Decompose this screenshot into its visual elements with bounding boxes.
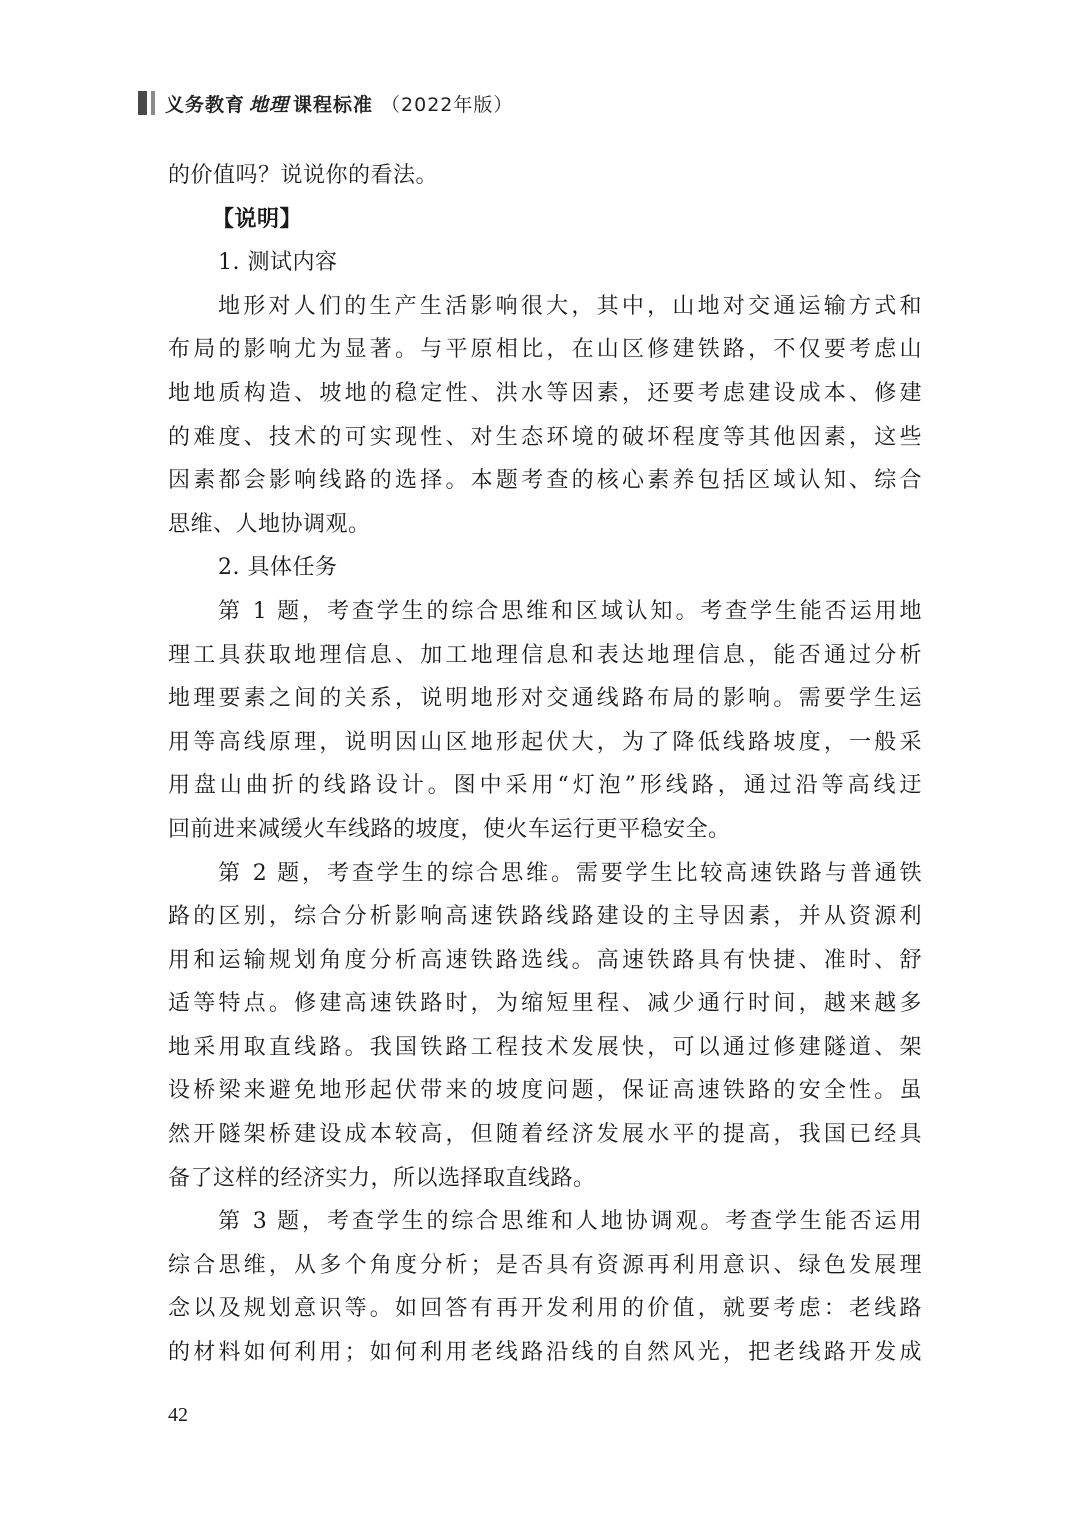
- text-line: 备了这样的经济实力，所以选择取直线路。: [168, 1165, 596, 1191]
- section-heading: 【说明】: [212, 205, 303, 232]
- text-line: 第 2 题，考查学生的综合思维。需要学生比较高速铁路与普通铁: [218, 860, 922, 886]
- text-line: 综合思维，从多个角度分析；是否具有资源再利用意识、绿色发展理: [168, 1252, 922, 1278]
- text-line: 布局的影响尤为显著。与平原相比，在山区修建铁路，不仅要考虑山: [168, 337, 922, 363]
- text-line: 路的区别，综合分析影响高速铁路线路建设的主导因素，并从资源利: [168, 904, 922, 930]
- text-line: 第 1 题，考查学生的综合思维和区域认知。考查学生能否运用地: [218, 598, 922, 624]
- subsection-heading: 1. 测试内容: [218, 250, 338, 276]
- text-line: 用等高线原理，说明因山区地形起伏大，为了降低线路坡度，一般采: [168, 729, 922, 755]
- page-body: [168, 154, 922, 1375]
- text-line: 的材料如何利用；如何利用老线路沿线的自然风光，把老线路开发成: [168, 1340, 922, 1366]
- running-header: [138, 88, 513, 118]
- book-title-subject: 地理: [249, 93, 290, 116]
- text-line: 的价值吗？说说你的看法。: [168, 163, 439, 188]
- header-bar-light: [151, 91, 155, 115]
- text-line: 然开隧架桥建设成本较高，但随着经济发展水平的提高，我国已经具: [168, 1122, 922, 1148]
- page-number: 42: [168, 1404, 188, 1426]
- text-line: 第 3 题，考查学生的综合思维和人地协调观。考查学生能否运用: [218, 1209, 922, 1235]
- header-bar-marks: [138, 91, 155, 115]
- subsection-heading: 2. 具体任务: [218, 555, 338, 581]
- text-line: 设桥梁来避免地形起伏带来的坡度问题，保证高速铁路的安全性。虽: [168, 1078, 922, 1104]
- book-title-part1: 义务教育: [165, 93, 246, 116]
- text-line: 念以及规划意识等。如回答有再开发利用的价值，就要考虑：老线路: [168, 1296, 922, 1322]
- text-line: 地形对人们的生产生活影响很大，其中，山地对交通运输方式和: [218, 293, 922, 319]
- book-title-part2: 课程标准: [293, 93, 374, 116]
- text-line: 因素都会影响线路的选择。本题考查的核心素养包括区域认知、综合: [168, 468, 922, 494]
- text-line: 用盘山曲折的线路设计。图中采用“灯泡”形线路，通过沿等高线迂: [168, 773, 922, 799]
- text-line: 思维、人地协调观。: [168, 511, 371, 537]
- text-line: 理工具获取地理信息、加工地理信息和表达地理信息，能否通过分析: [168, 642, 922, 668]
- text-line: 地采用取直线路。我国铁路工程技术发展快，可以通过修建隧道、架: [168, 1034, 922, 1060]
- book-title: [165, 90, 513, 117]
- text-line: 回前进来减缓火车线路的坡度，使火车运行更平稳安全。: [168, 816, 731, 842]
- text-line: 地理要素之间的关系，说明地形对交通线路布局的影响。需要学生运: [168, 686, 922, 712]
- header-bar-dark: [138, 91, 147, 115]
- text-line: 适等特点。修建高速铁路时，为缩短里程、减少通行时间，越来越多: [168, 991, 922, 1017]
- book-edition: （2022年版）: [381, 93, 514, 116]
- text-line: 地地质构造、坡地的稳定性、洪水等因素，还要考虑建设成本、修建: [168, 380, 922, 406]
- text-line: 的难度、技术的可实现性、对生态环境的破坏程度等其他因素，这些: [168, 424, 922, 450]
- text-line: 用和运输规划角度分析高速铁路选线。高速铁路具有快捷、准时、舒: [168, 947, 922, 973]
